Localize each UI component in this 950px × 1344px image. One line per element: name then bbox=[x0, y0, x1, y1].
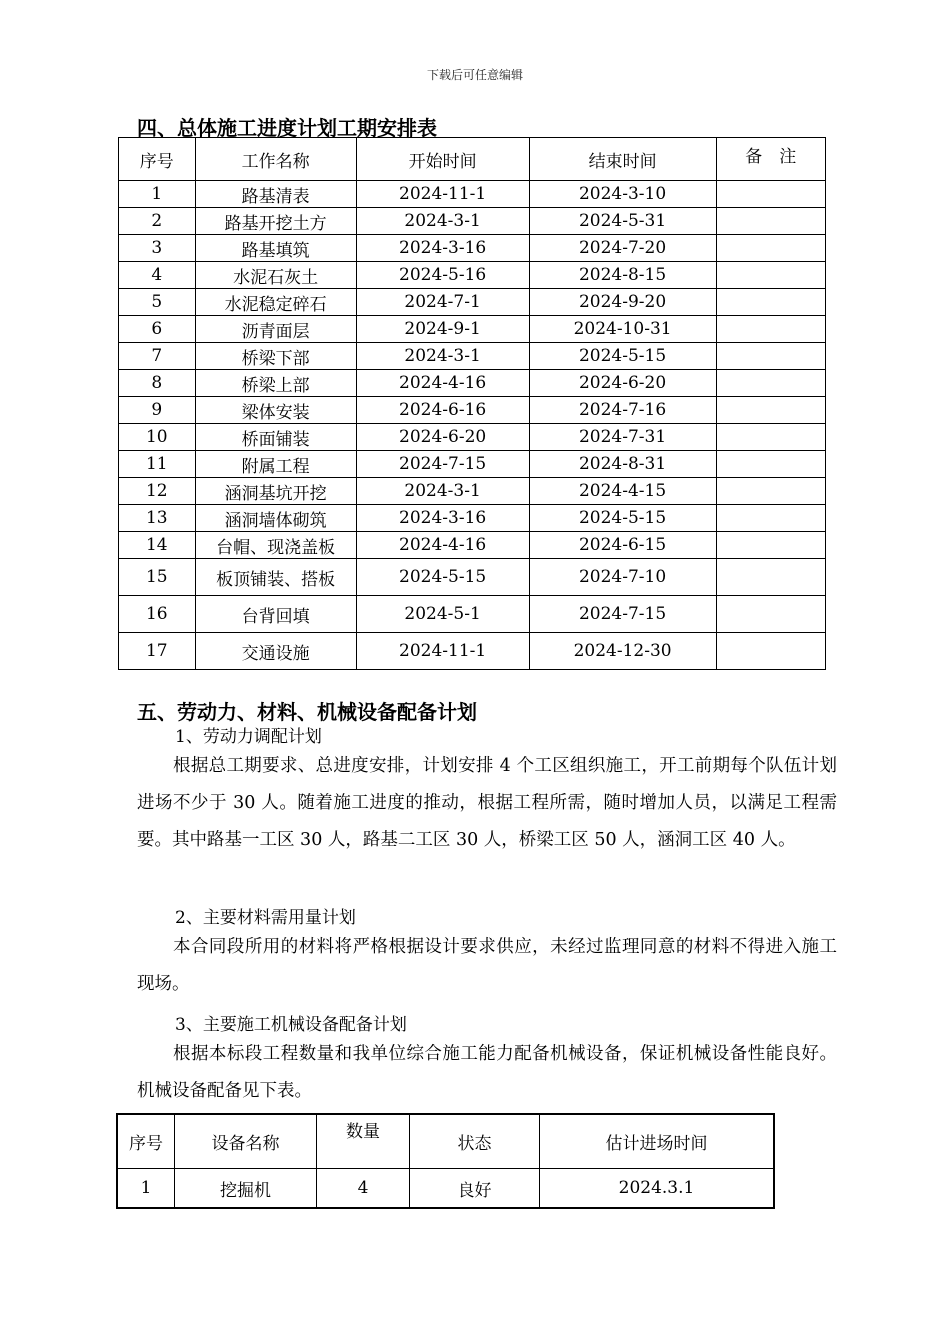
cell-work-name: 交通设施 bbox=[195, 633, 356, 670]
cell-start-date: 2024-4-16 bbox=[356, 370, 529, 397]
cell-remark bbox=[716, 451, 825, 478]
table-row bbox=[119, 532, 826, 559]
cell-remark bbox=[716, 596, 825, 633]
cell-work-name: 路基填筑 bbox=[195, 235, 356, 262]
cell-start-date: 2024-11-1 bbox=[356, 181, 529, 208]
table-row bbox=[119, 181, 826, 208]
cell-work-name: 水泥稳定碎石 bbox=[195, 289, 356, 316]
equipment-body bbox=[117, 1169, 774, 1209]
cell-end-date: 2024-6-15 bbox=[529, 532, 716, 559]
cell-end-date: 2024-12-30 bbox=[529, 633, 716, 670]
cell-remark bbox=[716, 559, 825, 596]
schedule-body bbox=[119, 181, 826, 670]
cell-work-name: 台帽、现浇盖板 bbox=[195, 532, 356, 559]
cell-end-date: 2024-6-20 bbox=[529, 370, 716, 397]
paragraph-equipment: 根据本标段工程数量和我单位综合施工能力配备机械设备，保证机械设备性能良好。机械设备配备见下表。 bbox=[137, 1044, 837, 1101]
cell-no: 1 bbox=[119, 181, 196, 208]
cell-no: 3 bbox=[119, 235, 196, 262]
cell-remark bbox=[716, 316, 825, 343]
cell-no: 10 bbox=[119, 424, 196, 451]
cell-work-name: 路基清表 bbox=[195, 181, 356, 208]
cell-no: 15 bbox=[119, 559, 196, 596]
cell-start-date: 2024-3-1 bbox=[356, 478, 529, 505]
subheading-materials: 2、主要材料需用量计划 bbox=[175, 908, 356, 928]
table-row bbox=[119, 505, 826, 532]
section4-title: 四、总体施工进度计划工期安排表 bbox=[137, 116, 437, 140]
col-header-end: 结束时间 bbox=[529, 138, 716, 181]
header-note: 下载后可任意编辑 bbox=[426, 68, 523, 82]
equip-header-no: 序号 bbox=[117, 1114, 175, 1169]
cell-no: 6 bbox=[119, 316, 196, 343]
cell-remark bbox=[716, 478, 825, 505]
cell-end-date: 2024-7-20 bbox=[529, 235, 716, 262]
table-row bbox=[119, 370, 826, 397]
cell-start-date: 2024-6-16 bbox=[356, 397, 529, 424]
cell-work-name: 附属工程 bbox=[195, 451, 356, 478]
cell-end-date: 2024-7-16 bbox=[529, 397, 716, 424]
cell-remark bbox=[716, 505, 825, 532]
schedule-header-row bbox=[119, 138, 826, 181]
cell-remark bbox=[716, 633, 825, 670]
table-row bbox=[119, 397, 826, 424]
table-row bbox=[117, 1169, 774, 1209]
cell-work-name: 梁体安装 bbox=[195, 397, 356, 424]
cell-start-date: 2024-3-16 bbox=[356, 505, 529, 532]
paragraph-materials: 本合同段所用的材料将严格根据设计要求供应，未经过监理同意的材料不得进入施工现场。 bbox=[137, 937, 837, 994]
cell-work-name: 板顶铺装、搭板 bbox=[195, 559, 356, 596]
cell-end-date: 2024-5-15 bbox=[529, 343, 716, 370]
cell-start-date: 2024-6-20 bbox=[356, 424, 529, 451]
cell-no: 5 bbox=[119, 289, 196, 316]
cell-end-date: 2024-7-31 bbox=[529, 424, 716, 451]
cell-start-date: 2024-4-16 bbox=[356, 532, 529, 559]
cell-end-date: 2024-8-15 bbox=[529, 262, 716, 289]
cell-no: 11 bbox=[119, 451, 196, 478]
cell-no: 8 bbox=[119, 370, 196, 397]
equip-header-qty: 数量 bbox=[317, 1114, 410, 1169]
table-row bbox=[119, 596, 826, 633]
table-row bbox=[119, 289, 826, 316]
cell-work-name: 涵洞基坑开挖 bbox=[195, 478, 356, 505]
col-header-start: 开始时间 bbox=[356, 138, 529, 181]
cell-no: 2 bbox=[119, 208, 196, 235]
table-row bbox=[119, 451, 826, 478]
cell-end-date: 2024-4-15 bbox=[529, 478, 716, 505]
cell-end-date: 2024-10-31 bbox=[529, 316, 716, 343]
equip-header-date: 估计进场时间 bbox=[540, 1114, 775, 1169]
paragraph-labor: 根据总工期要求、总进度安排，计划安排 4 个工区组织施工，开工前期每个队伍计划进场不少于 30 人。随着施工进度的推动，根据工程所需，随时增加人员，以满足工程需要。其中路基一工区 30 人，路基二工区 30 人，桥梁工区 50 人，涵洞工区 40 人。 bbox=[137, 756, 837, 850]
cell-work-name: 水泥石灰土 bbox=[195, 262, 356, 289]
cell-end-date: 2024-5-15 bbox=[529, 505, 716, 532]
cell-remark bbox=[716, 235, 825, 262]
cell-work-name: 台背回填 bbox=[195, 596, 356, 633]
cell-no: 7 bbox=[119, 343, 196, 370]
cell-work-name: 沥青面层 bbox=[195, 316, 356, 343]
table-row bbox=[119, 559, 826, 596]
cell-work-name: 路基开挖土方 bbox=[195, 208, 356, 235]
table-row bbox=[119, 343, 826, 370]
cell-work-name: 桥梁上部 bbox=[195, 370, 356, 397]
cell-remark bbox=[716, 370, 825, 397]
table-row bbox=[119, 262, 826, 289]
cell-start-date: 2024-11-1 bbox=[356, 633, 529, 670]
table-row bbox=[119, 424, 826, 451]
cell-no: 13 bbox=[119, 505, 196, 532]
cell-remark bbox=[716, 208, 825, 235]
cell-end-date: 2024-8-31 bbox=[529, 451, 716, 478]
cell-end-date: 2024-3-10 bbox=[529, 181, 716, 208]
cell-status: 良好 bbox=[410, 1169, 540, 1209]
cell-start-date: 2024-3-1 bbox=[356, 208, 529, 235]
cell-end-date: 2024-7-15 bbox=[529, 596, 716, 633]
schedule-table bbox=[118, 137, 826, 670]
cell-end-date: 2024-7-10 bbox=[529, 559, 716, 596]
equipment-header-row bbox=[117, 1114, 774, 1169]
cell-remark bbox=[716, 532, 825, 559]
col-header-no: 序号 bbox=[119, 138, 196, 181]
cell-no: 14 bbox=[119, 532, 196, 559]
equipment-table bbox=[116, 1113, 775, 1209]
cell-remark bbox=[716, 424, 825, 451]
cell-equipment-name: 挖掘机 bbox=[175, 1169, 317, 1209]
col-header-remark: 备 注 bbox=[716, 138, 825, 181]
subheading-equipment: 3、主要施工机械设备配备计划 bbox=[175, 1015, 407, 1035]
cell-remark bbox=[716, 343, 825, 370]
cell-no: 12 bbox=[119, 478, 196, 505]
equip-header-name: 设备名称 bbox=[175, 1114, 317, 1169]
cell-work-name: 桥梁下部 bbox=[195, 343, 356, 370]
cell-no: 16 bbox=[119, 596, 196, 633]
cell-no: 9 bbox=[119, 397, 196, 424]
cell-no: 1 bbox=[117, 1169, 175, 1209]
cell-end-date: 2024-9-20 bbox=[529, 289, 716, 316]
cell-entry-date: 2024.3.1 bbox=[540, 1169, 775, 1209]
cell-start-date: 2024-9-1 bbox=[356, 316, 529, 343]
subheading-labor: 1、劳动力调配计划 bbox=[175, 727, 322, 747]
cell-start-date: 2024-5-15 bbox=[356, 559, 529, 596]
cell-start-date: 2024-7-15 bbox=[356, 451, 529, 478]
cell-work-name: 桥面铺装 bbox=[195, 424, 356, 451]
table-row bbox=[119, 208, 826, 235]
cell-start-date: 2024-3-16 bbox=[356, 235, 529, 262]
table-row bbox=[119, 235, 826, 262]
cell-start-date: 2024-3-1 bbox=[356, 343, 529, 370]
cell-start-date: 2024-7-1 bbox=[356, 289, 529, 316]
table-row bbox=[119, 316, 826, 343]
cell-no: 17 bbox=[119, 633, 196, 670]
cell-remark bbox=[716, 181, 825, 208]
cell-start-date: 2024-5-16 bbox=[356, 262, 529, 289]
cell-quantity: 4 bbox=[317, 1169, 410, 1209]
col-header-name: 工作名称 bbox=[195, 138, 356, 181]
table-row bbox=[119, 478, 826, 505]
section5-title: 五、劳动力、材料、机械设备配备计划 bbox=[137, 700, 477, 724]
cell-no: 4 bbox=[119, 262, 196, 289]
cell-start-date: 2024-5-1 bbox=[356, 596, 529, 633]
cell-remark bbox=[716, 397, 825, 424]
cell-remark bbox=[716, 262, 825, 289]
cell-remark bbox=[716, 289, 825, 316]
cell-work-name: 涵洞墙体砌筑 bbox=[195, 505, 356, 532]
cell-end-date: 2024-5-31 bbox=[529, 208, 716, 235]
table-row bbox=[119, 633, 826, 670]
equip-header-status: 状态 bbox=[410, 1114, 540, 1169]
